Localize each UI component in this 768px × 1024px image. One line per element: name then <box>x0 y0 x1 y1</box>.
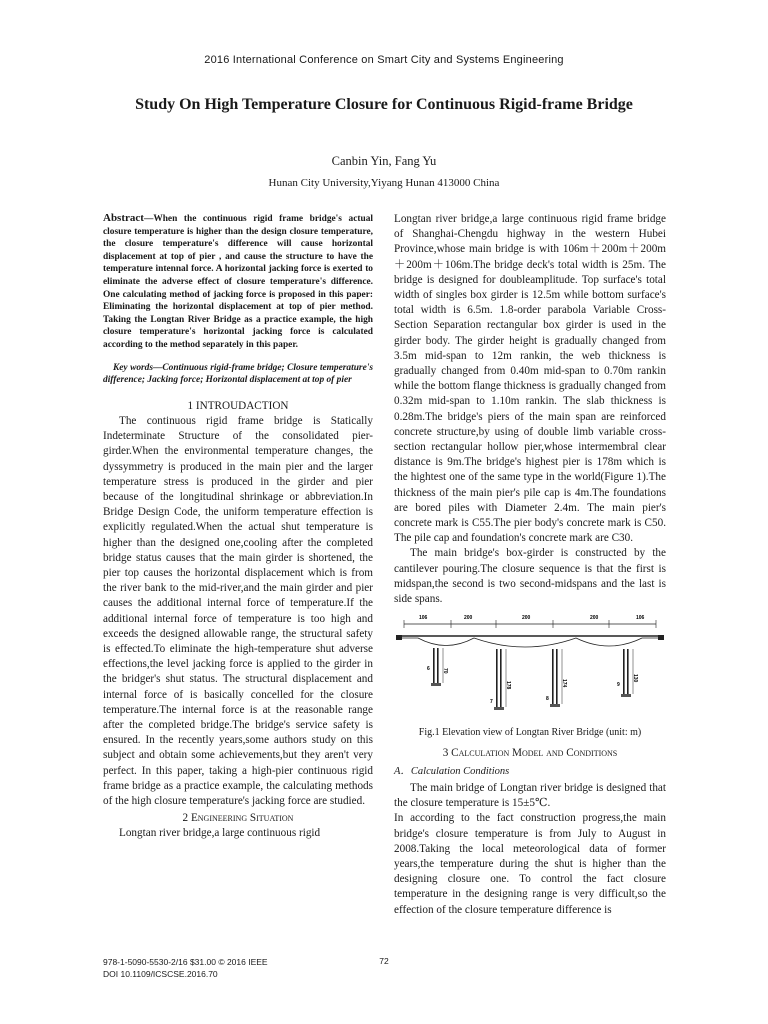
span-label: 200 <box>464 615 473 622</box>
span-label: 200 <box>522 615 531 622</box>
pier-label: 9 <box>617 682 620 689</box>
abstract-label: Abstract <box>103 212 144 224</box>
affiliation: Hunan City University,Yiyang Hunan 413000 China <box>268 177 500 189</box>
abstract-dash: — <box>143 214 154 224</box>
section-heading-calculation: 3 Calculation Model and Conditions <box>442 747 618 760</box>
bridge-elevation-figure <box>394 611 666 717</box>
footer-isbn: 978-1-5090-5530-2/16 $31.00 © 2016 IEEE <box>103 957 268 967</box>
paper-title: Study On High Temperature Closure for Continuous Rigid-frame Bridge <box>135 96 633 113</box>
pier-9 <box>621 649 633 697</box>
abstract <box>103 212 373 352</box>
page-number: 72 <box>379 956 389 966</box>
calc-paragraph-1: The main bridge of Longtan river bridge is designed that the closure temperature is 15±5℃. <box>394 781 666 810</box>
right-abutment <box>658 635 664 640</box>
authors: Canbin Yin, Fang Yu <box>331 154 437 168</box>
pier-label: 8 <box>546 696 549 703</box>
abstract-text: When the continuous rigid frame bridge's actual closure temperature is higher than the design closure temperature, the closure temperature's difference will cause horizontal displacement at top of pier , and cause the structure to have the temperature intennal force. A horizontal jacking force is exerted to eliminate the adverse effect of closure temperature's difference. One calculating method of jacking force is proposed in this paper: Eliminating the horizontal displacement at top of pier method. Taking the Longtan River Bridge as a practice example, the high closure temperature's horizontal jacking force is calculated according to the method separately in this paper. <box>103 214 373 350</box>
right-column <box>394 212 666 918</box>
section-heading-engineering: 2 Engineering Situation <box>182 812 294 825</box>
span-label: 106 <box>636 615 645 622</box>
pier-7 <box>494 649 506 710</box>
engineering-paragraph-start: Longtan river bridge,a large continuous rigid <box>119 827 321 840</box>
intro-paragraph: The continuous rigid frame bridge is Statically Indeterminate Structure of the consolidated pier-girder.When the environmental temperature changes, the dyssymmetry is produced in the main pier and the larger temperature stress is produced in the girder and pier because of the longitudinal shrinkage or abbreviation.In Bridge Design Code, the uniform temperature effection is explicitly regulated.When the actual shut temperature is higher than the designed one,cooling after the completed bridge status causes that the main girder is shortened, the pier top causes the horizontal displacement which is from the river bank to the mid-river,and the main girder and pier causes the additional internal force of temperature.If the additional internal force of temperature is too high and exceeds the designed allowable range, the structural safety is effected.To eliminate the high-temperature shut adverse effections,the level jacking force is applied to the girder in the bridger's shut status. The structural displacement and internal force of is basically concelled for the closure temperature.The internal force is at the reasonable range after the completed bridge.The bridge's service safety is ensured. In the recently years,some authors study on this subject and obtain some achievements,but they aren't very perfect. In this paper, taking a high-pier continuous rigid frame bridge as a practice example, the calculating methods of the high closure temperature's jacking force are studied. <box>103 414 373 807</box>
pier-label: 6 <box>427 666 430 673</box>
pier-height-label: 130 <box>632 674 638 683</box>
pier-height-label: 178 <box>505 681 511 690</box>
pier-height-label: 70 <box>442 668 448 674</box>
bridge-elevation-drawing <box>394 611 666 717</box>
span-label: 200 <box>590 615 599 622</box>
conference-name: 2016 International Conference on Smart City and Systems Engineering <box>204 54 564 66</box>
left-abutment <box>396 635 402 640</box>
section-heading-introduction: 1 INTROUDACTION <box>187 399 289 412</box>
footer-doi: DOI 10.1109/ICSCSE.2016.70 <box>103 969 218 979</box>
calc-paragraph-2: In according to the fact construction progress,the main bridge's closure temperature is from July to August in 2008.Taking the local meteorological data of former years,the temperature during the shut is higher than the designing closure one. To control the fact closure temperature in the designing range is very difficult,so the effection of the closure temperature difference is <box>394 812 666 916</box>
box-girder <box>398 636 662 647</box>
pier-6 <box>431 648 443 686</box>
pier-8 <box>550 649 562 707</box>
keywords: Key words—Continuous rigid-frame bridge; Closure temperature's difference; Jacking force; Horizontal displacement at top of pier <box>103 362 373 386</box>
subsection-heading-conditions: A．Calculation Conditions <box>394 765 510 777</box>
figure-caption: Fig.1 Elevation view of Longtan River Bridge (unit: m) <box>418 727 642 739</box>
pier-label: 7 <box>490 699 493 706</box>
engineering-paragraph: Longtan river bridge,a large continuous rigid frame bridge of Shanghai-Chengdu highway in the western Hubei Province,whose main bridge is with 106m＋200m＋200m＋200m＋106m.The bridge deck's total width is 25m. The bridge is designed for doubleamplitude. Top surface's total width of singles box girder is 12.5m while bottom surface's total width is 6.5m. 1.8-order parabola Variable Cross-Section Separation rectangular box girder is used in the girder body. The girder height is gradually changed from 3.5m mid-span to 12m rankin, the web thickness is gradually changed from 0.40m mid-span to 0.70m rankin while the bottom flange thickness is gradually changed from 0.32m mid-span to 1.10m rankin. The slab thickness is 0.28m.The bridge's piers of the main span are reinforced concrete structure,by using of double limb variable cross-section rectangular hollow pier,whose intermembral clear distance is 9m.The bridge's highest pier is 178m which is the hightest one of the same type in the world(Figure 1).The thickness of the main pier's pile cap is 4m.The foundations are bored piles with Diameter 2.4m. The main pier's concrete mark is C55.The pier body's concrete mark is C50. The pile cap and foundation's concrete mark are C30. <box>394 213 666 545</box>
engineering-paragraph-2: The main bridge's box-girder is constructed by the cantilever pouring.The closure sequence is that the first is midspan,the second is two second-midspans and the last is side spans. <box>394 547 666 606</box>
left-column <box>103 212 373 842</box>
pier-height-label: 174 <box>561 679 567 688</box>
span-label: 106 <box>419 615 428 622</box>
